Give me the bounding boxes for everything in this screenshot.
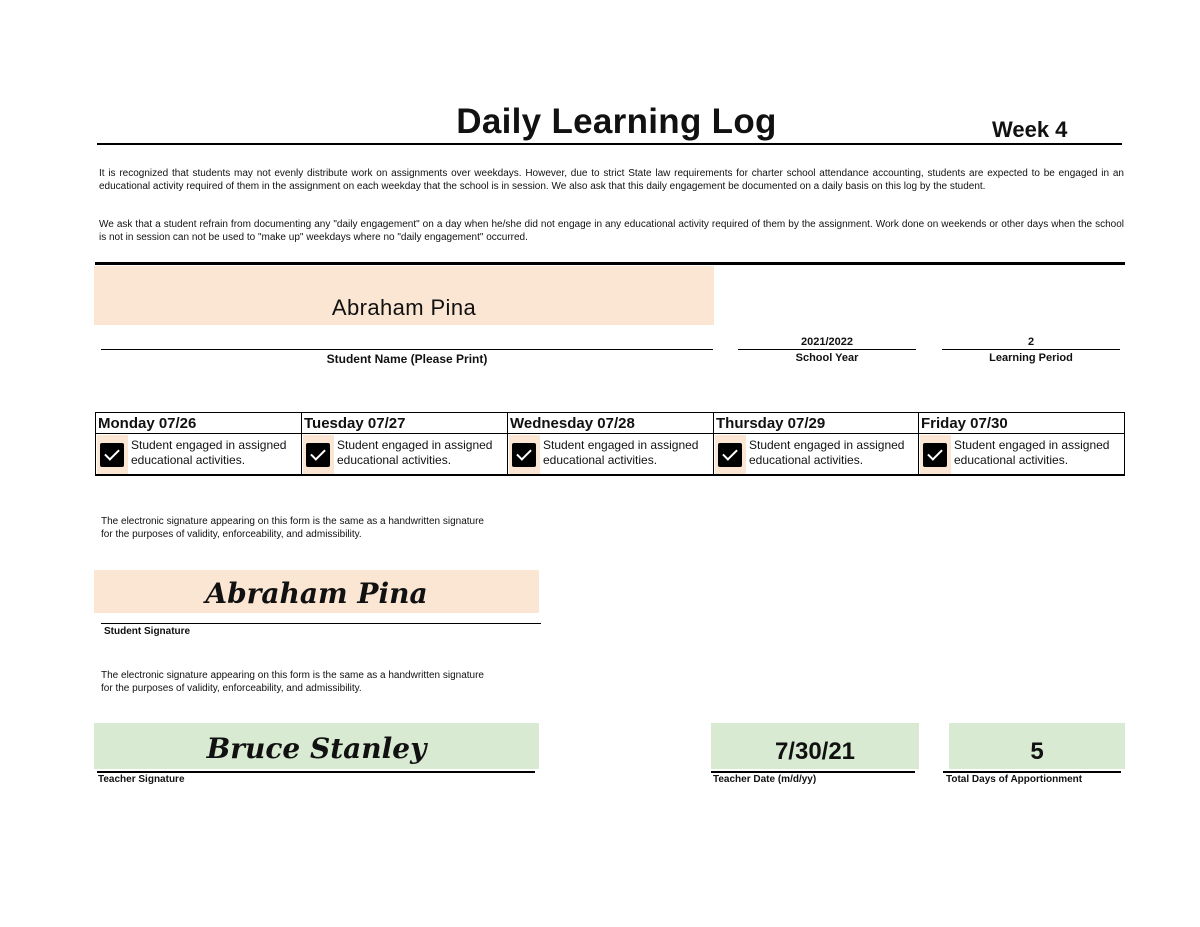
engagement-checkbox-cell [715,435,746,474]
teacher-date-label: Teacher Date (m/d/yy) [713,774,817,785]
total-days-value: 5 [1030,738,1044,765]
total-days-underline [943,771,1121,773]
engagement-checkbox-cell [97,435,128,474]
learning-period-field[interactable]: 2 [1027,336,1035,348]
student-signature-value: Abraham Pina [205,577,428,610]
engagement-text-line1: Student engaged in assigned [749,438,905,452]
learning-period-underline [942,349,1120,350]
engagement-text [954,438,1109,468]
esignature-notice-line1: The electronic signature appearing on this form is the same as a handwritten signature [101,670,484,681]
checked-checkbox-icon[interactable] [512,443,536,467]
day-header: Monday 07/26 [96,412,301,434]
engagement-text-line1: Student engaged in assigned [543,438,699,452]
engagement-text-line1: Student engaged in assigned [954,438,1110,452]
school-year-label: School Year [795,352,859,364]
student-name-underline [101,349,713,350]
esignature-notice [101,669,541,695]
day-header: Friday 07/30 [919,412,1124,434]
engagement-checkbox-cell [509,435,540,474]
total-days-label: Total Days of Apportionment [946,774,1083,785]
engagement-text [131,438,286,468]
weekday-grid-bottom-rule [95,474,1125,476]
engagement-text-line1: Student engaged in assigned [131,438,287,452]
engagement-text-line2: educational activities. [131,453,246,467]
learning-period-label: Learning Period [989,352,1073,364]
school-year-underline [738,349,916,350]
engagement-text [749,438,904,468]
checked-checkbox-icon[interactable] [718,443,742,467]
engagement-text-line2: educational activities. [337,453,452,467]
weekday-grid [95,412,1125,475]
title-divider [97,143,1122,145]
day-header: Thursday 07/29 [714,412,918,434]
day-column-monday [95,412,301,474]
teacher-date-underline [711,771,915,773]
student-name-label: Student Name (Please Print) [326,352,488,366]
day-column-tuesday [301,412,507,474]
page-title: Daily Learning Log [456,102,777,141]
esignature-notice-line2: for the purposes of validity, enforceability, and admissibility. [101,683,362,694]
day-header: Wednesday 07/28 [508,412,713,434]
engagement-checkbox-cell [920,435,951,474]
teacher-date-value: 7/30/21 [774,738,856,765]
engagement-text-line1: Student engaged in assigned [337,438,493,452]
day-header: Tuesday 07/27 [302,412,507,434]
engagement-text [543,438,698,468]
checked-checkbox-icon[interactable] [100,443,124,467]
student-name-value: Abraham Pina [331,295,477,320]
teacher-signature-value: Bruce Stanley [206,732,427,765]
esignature-notice-line2: for the purposes of validity, enforceability, and admissibility. [101,529,362,540]
checked-checkbox-icon[interactable] [923,443,947,467]
day-column-friday [918,412,1125,474]
day-column-wednesday [507,412,713,474]
engagement-checkbox-cell [303,435,334,474]
engagement-text [337,438,492,468]
esignature-notice-line1: The electronic signature appearing on this form is the same as a handwritten signature [101,516,484,527]
section-divider [95,262,1125,265]
teacher-signature-underline [97,771,535,773]
student-signature-label: Student Signature [104,626,191,637]
day-column-thursday [713,412,918,474]
engagement-text-line2: educational activities. [543,453,658,467]
teacher-signature-label: Teacher Signature [98,774,185,785]
checked-checkbox-icon[interactable] [306,443,330,467]
week-label: Week 4 [992,117,1068,142]
intro-paragraph-2: We ask that a student refrain from documenting any "daily engagement" on a day when he/she did not engage in any educational activity required of them by the assignment. Work done on weekends or other days when the school is not in session can not be used to "make up" weekdays where no "daily engagement" occurred. [99,219,1124,243]
student-signature-underline [101,623,541,624]
esignature-notice [101,515,541,541]
engagement-text-line2: educational activities. [954,453,1069,467]
engagement-text-line2: educational activities. [749,453,864,467]
intro-paragraph-1: It is recognized that students may not evenly distribute work on assignments over weekdays. However, due to strict State law requirements for charter school attendance accounting, students are expected to be engaged in an educational activity required of them in the assignment on each weekday that the school is in session. We also ask that this daily engagement be documented on a daily basis on this log by the student. [99,168,1124,192]
school-year-field[interactable]: 2021/2022 [801,336,853,348]
